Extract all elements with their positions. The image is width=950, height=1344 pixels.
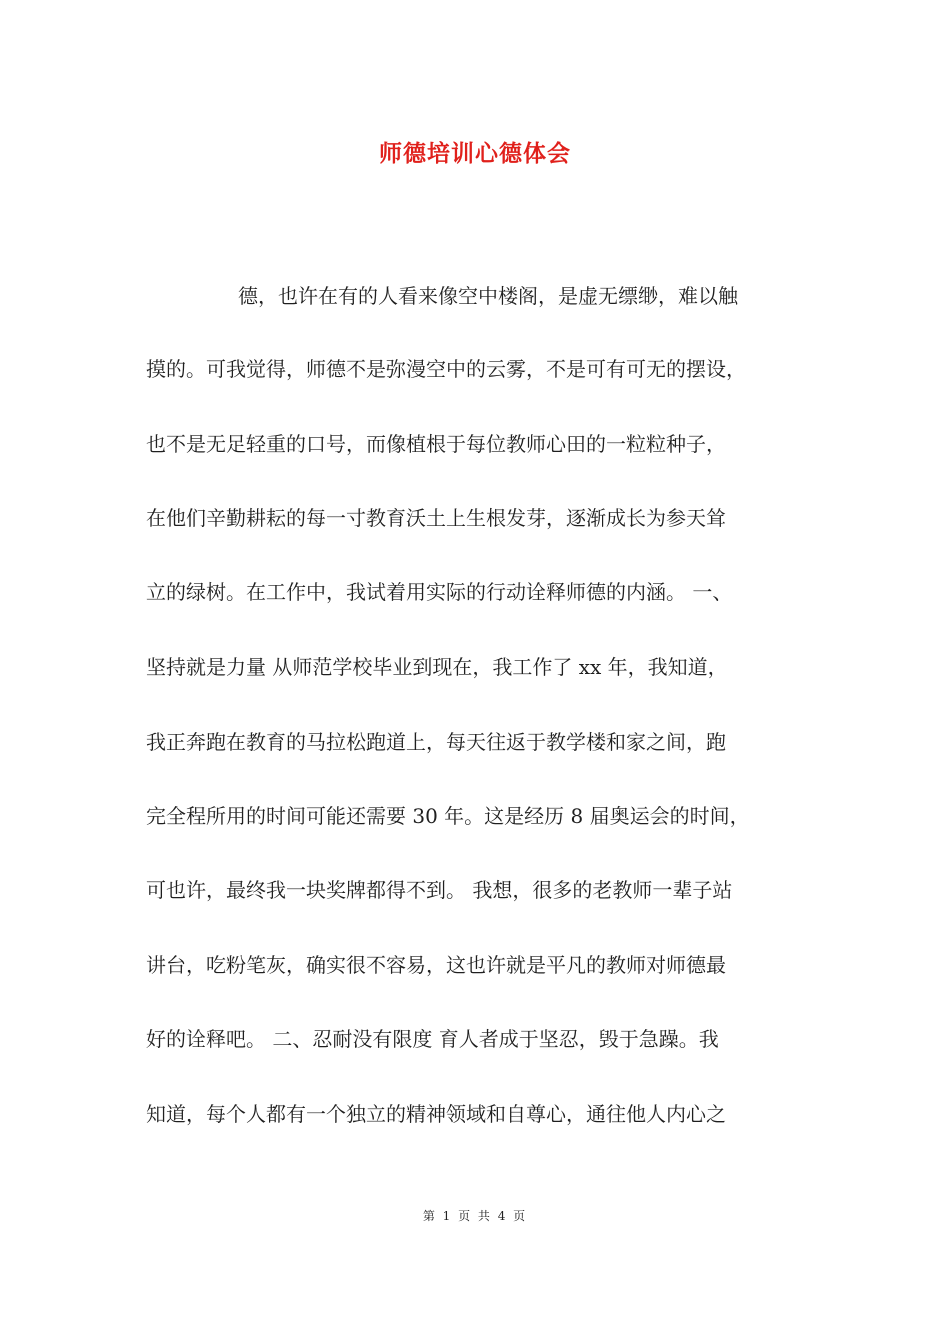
body-line: 摸的。可我觉得，师德不是弥漫空中的云雾，不是可有可无的摆设，: [146, 357, 746, 381]
body-line: 知道，每个人都有一个独立的精神领域和自尊心，通往他人内心之: [146, 1102, 726, 1126]
body-line: 立的绿树。在工作中，我试着用实际的行动诠释师德的内涵。 一、: [146, 580, 733, 604]
body-line: 完全程所用的时间可能还需要 30 年。这是经历 8 届奥运会的时间，: [146, 804, 750, 828]
body-line: 讲台，吃粉笔灰，确实很不容易，这也许就是平凡的教师对师德最: [146, 953, 726, 977]
body-line: 可也许，最终我一块奖牌都得不到。 我想，很多的老教师一辈子站: [146, 878, 733, 902]
body-line: 在他们辛勤耕耘的每一寸教育沃土上生根发芽，逐渐成长为参天耸: [146, 506, 726, 530]
body-line: 德，也许在有的人看来像空中楼阁，是虚无缥缈，难以触: [238, 284, 738, 308]
body-line: 我正奔跑在教育的马拉松跑道上，每天往返于教学楼和家之间，跑: [146, 730, 726, 754]
body-line: 坚持就是力量 从师范学校毕业到现在，我工作了 xx 年，我知道，: [146, 655, 728, 679]
document-title: 师德培训心德体会: [379, 140, 571, 167]
body-line: 好的诠释吧。 二、忍耐没有限度 育人者成于坚忍，毁于急躁。我: [146, 1027, 719, 1051]
page-number-footer: 第 1 页 共 4 页: [422, 1209, 528, 1223]
body-line: 也不是无足轻重的口号，而像植根于每位教师心田的一粒粒种子，: [146, 432, 726, 456]
